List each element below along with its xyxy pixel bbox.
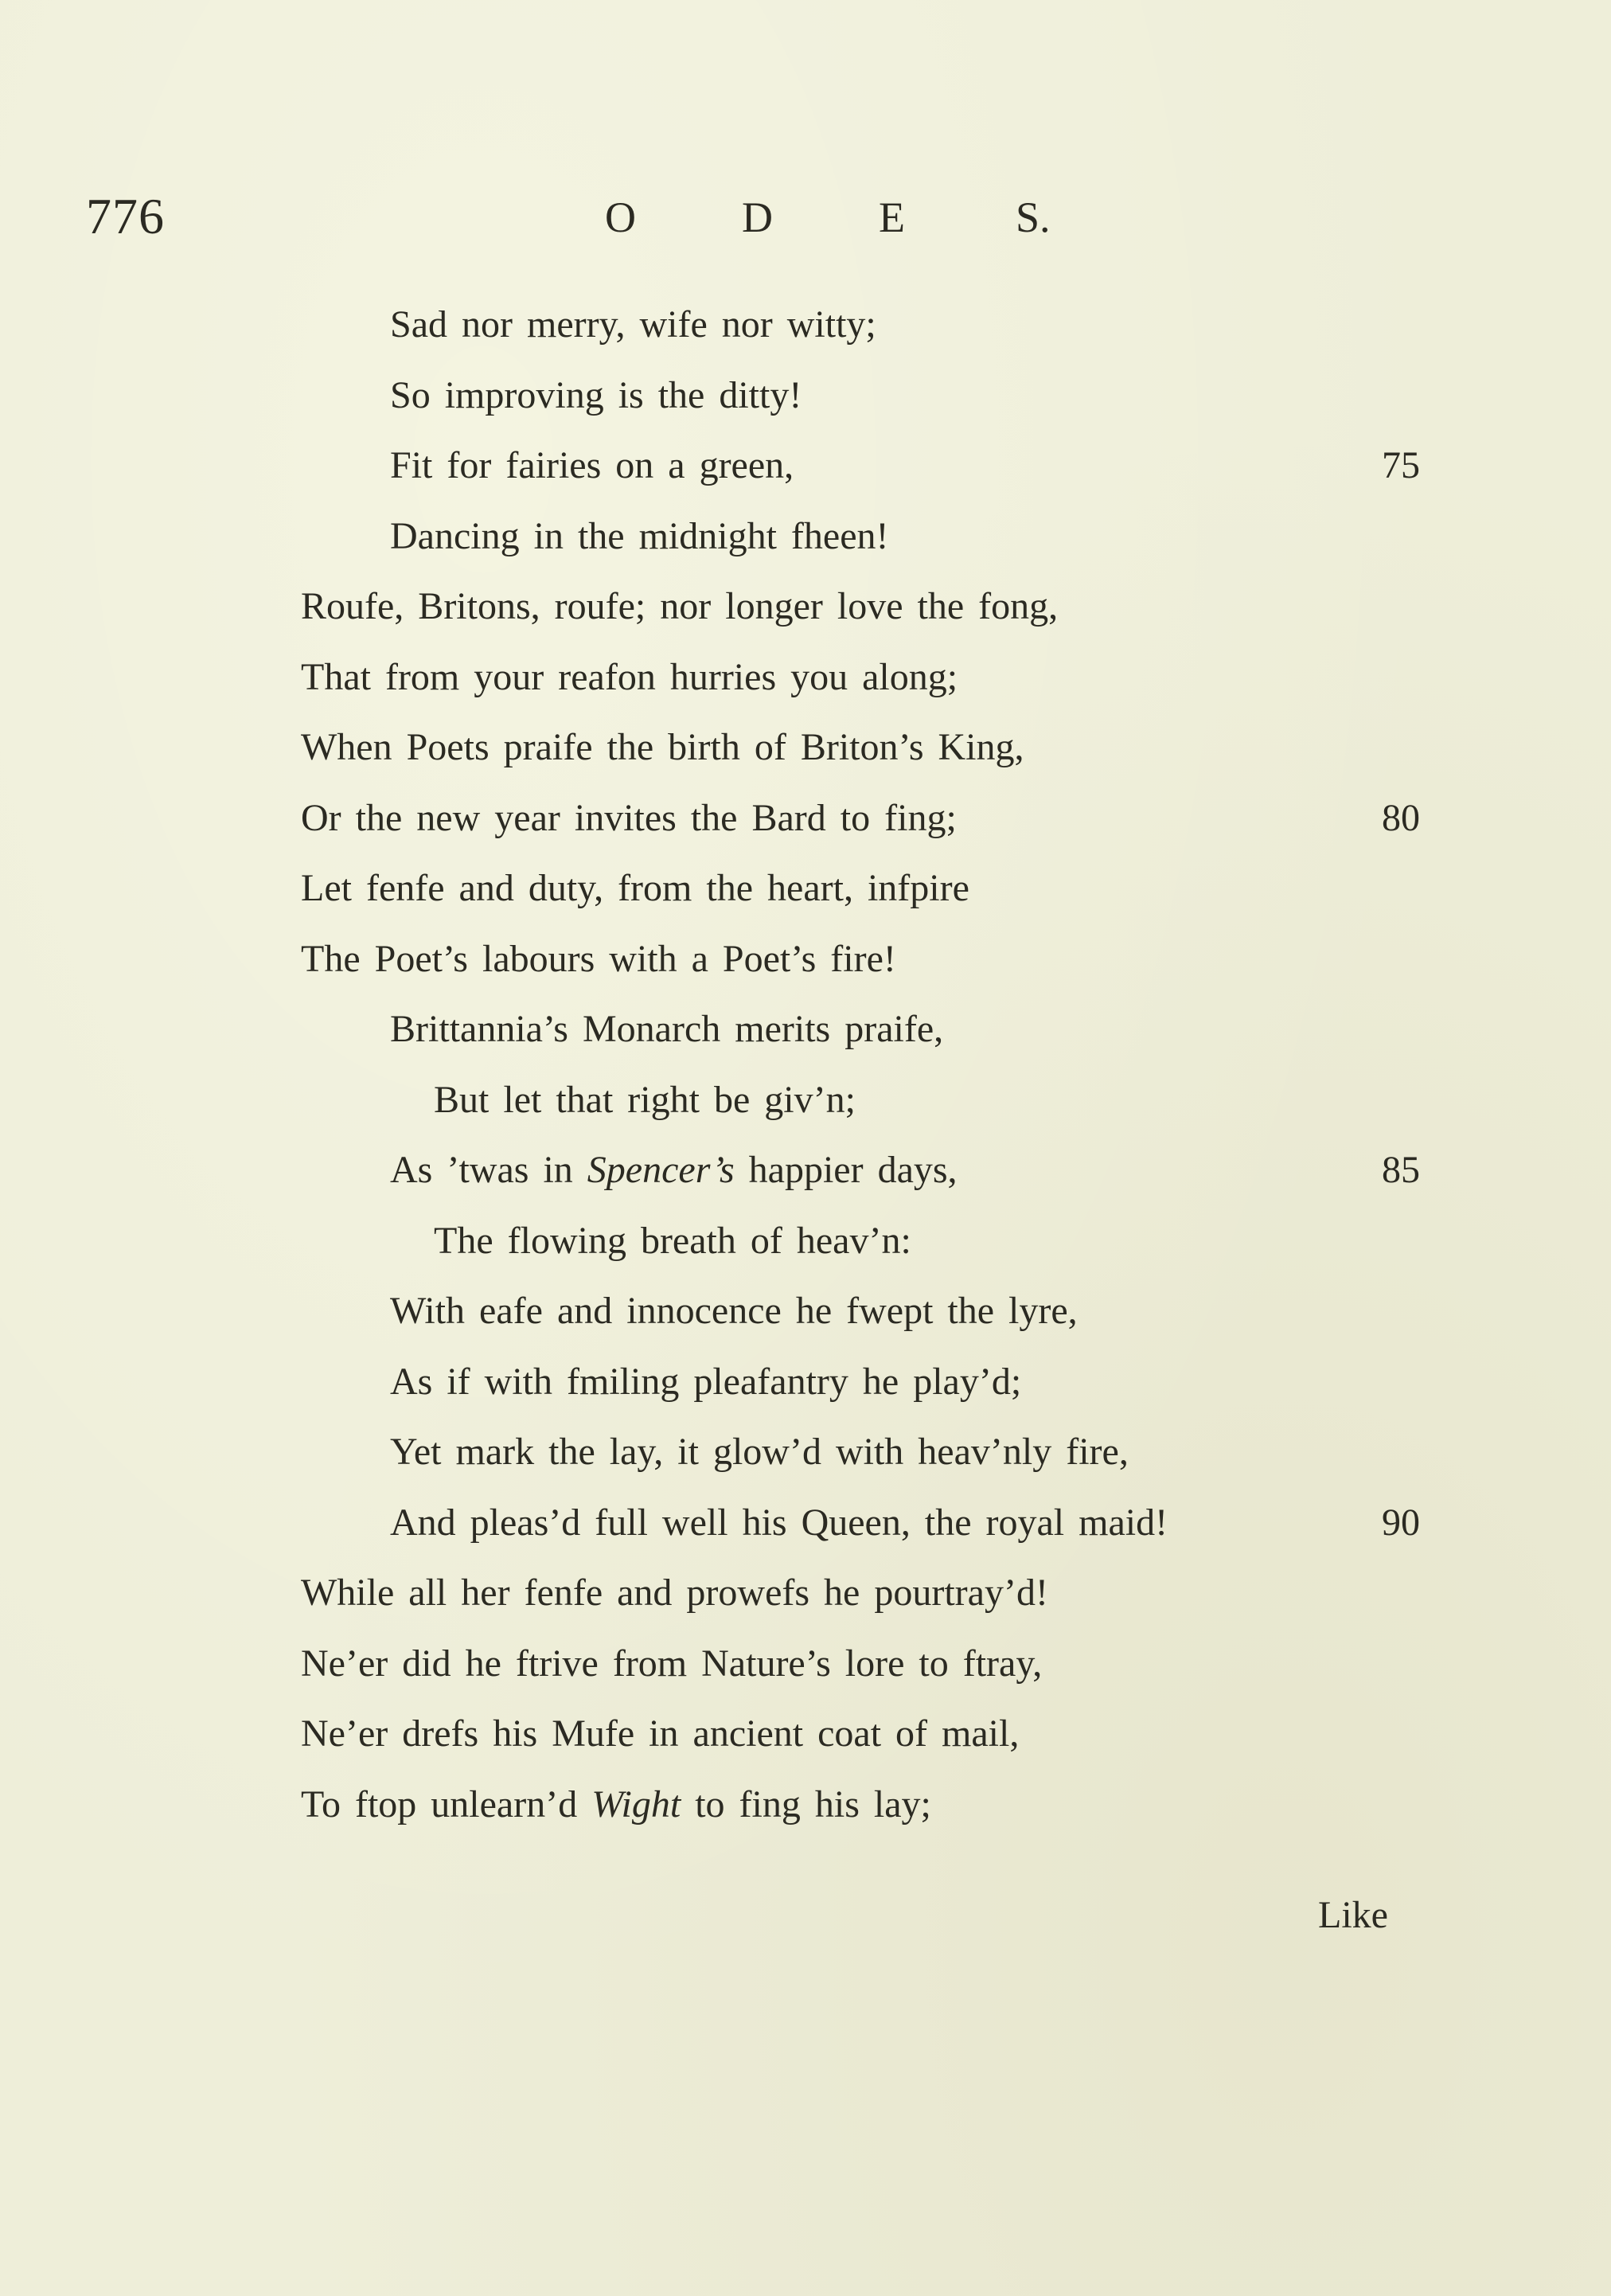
verse-line: Ne’er drefs his Mufe in ancient coat of mail, xyxy=(301,1712,1020,1755)
verse-line xyxy=(390,1151,958,1189)
verse-line-text: happier days, xyxy=(734,1149,958,1191)
verse-line: Brittannia’s Monarch merits praife, xyxy=(390,1008,944,1050)
running-head-letter: E xyxy=(879,193,905,241)
verse-line: Sad nor merry, wife nor witty; xyxy=(390,303,876,346)
running-head-letter: O xyxy=(605,193,636,241)
running-head xyxy=(605,193,1153,241)
line-number: 75 xyxy=(1382,444,1420,486)
running-head-letter: S. xyxy=(1016,193,1051,241)
verse-line-italic: Spencer’s xyxy=(587,1149,735,1191)
line-number: 90 xyxy=(1382,1501,1420,1544)
verse-line: Dancing in the midnight fheen! xyxy=(390,515,889,557)
verse-line: Ne’er did he ftrive from Nature’s lore to ftray, xyxy=(301,1642,1043,1685)
line-number: 85 xyxy=(1382,1149,1420,1191)
verse-line: That from your reafon hurries you along; xyxy=(301,656,958,698)
verse-line: With eafe and innocence he fwept the lyre, xyxy=(390,1290,1078,1332)
verse-line: The flowing breath of heav’n: xyxy=(434,1220,911,1262)
verse-line: But let that right be giv’n; xyxy=(434,1079,856,1121)
verse-line: So improving is the ditty! xyxy=(390,374,802,416)
verse-line-italic: Wight xyxy=(591,1783,681,1825)
verse-line: When Poets praife the birth of Briton’s King, xyxy=(301,726,1024,768)
verse-line: Let fenfe and duty, from the heart, infpire xyxy=(301,867,969,909)
line-number: 80 xyxy=(1382,797,1420,839)
running-head-letter: D xyxy=(742,193,773,241)
verse-line: Or the new year invites the Bard to fing; xyxy=(301,797,957,839)
verse-line: Yet mark the lay, it glow’d with heav’nly fire, xyxy=(390,1431,1129,1473)
verse-line-text: to fing his lay; xyxy=(681,1783,931,1825)
verse-line xyxy=(301,1783,931,1825)
verse-line: While all her fenfe and prowefs he pourtray’d! xyxy=(301,1572,1048,1614)
verse-line-text: As ’twas in xyxy=(390,1149,587,1191)
catchword: Like xyxy=(1318,1894,1388,1936)
verse-line: And pleas’d full well his Queen, the royal maid! xyxy=(390,1501,1168,1544)
page-number: 776 xyxy=(86,188,165,244)
verse-line-text: To ftop unlearn’d xyxy=(301,1783,592,1825)
verse-line: The Poet’s labours with a Poet’s fire! xyxy=(301,938,896,980)
verse-line: Roufe, Britons, roufe; nor longer love the fong, xyxy=(301,585,1059,627)
verse-line: As if with fmiling pleafantry he play’d; xyxy=(390,1361,1022,1403)
verse-line: Fit for fairies on a green, xyxy=(390,444,794,486)
